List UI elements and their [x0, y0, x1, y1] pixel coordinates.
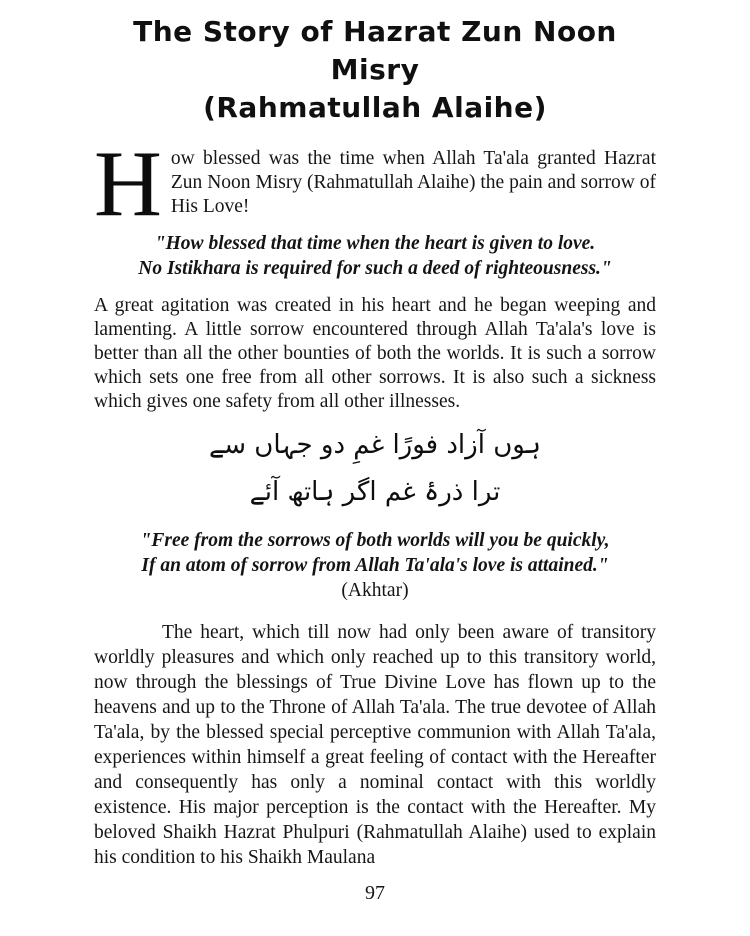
- paragraph-1: A great agitation was created in his heart and he began weeping and lamenting. A little sorrow encountered through Allah Ta'ala's love is better than all the other bounties of both the worlds. It is such a sorrow which sets one free from all other sorrows. It is also such a sickness which gives one safety from all other illnesses.: [94, 295, 656, 412]
- paragraph-2: The heart, which till now had only been aware of transitory worldly pleasures and which only reached up to this transitory world, now through the blessings of True Divine Love has flown up to the heavens and up to the Throne of Allah Ta'ala. The true devotee of Allah Ta'ala, by the blessed special perceptive communion with Allah Ta'ala, experiences within himself a great feeling of contact with the Hereafter and consequently has only a nominal contact with this worldly existence. His major perception is the contact with the Hereafter. My beloved Shaikh Hazrat Phulpuri (Rahmatullah Alaihe) used to explain his condition to his Shaikh Maulana: [94, 622, 656, 868]
- page-content: [94, 13, 656, 905]
- couplet-2-line-2: If an atom of sorrow from Allah Ta'ala's love is attained.": [141, 555, 609, 576]
- urdu-line-1: ہوں آزاد فورًا غمِ دو جہاں سے: [209, 430, 541, 460]
- couplet-1-line-1: "How blessed that time when the heart is given to love.: [154, 233, 596, 254]
- opening-text: ow blessed was the time when Allah Ta'ala granted Hazrat Zun Noon Misry (Rahmatullah Alaihe) the pain and sorrow of His Love!: [170, 148, 656, 217]
- opening-paragraph: [94, 132, 656, 236]
- page-title: [94, 13, 656, 127]
- title-line-2: (Rahmatullah Alaihe): [203, 91, 547, 124]
- page-number: 97: [365, 882, 385, 904]
- dropcap-letter: H: [94, 132, 162, 236]
- couplet-2-line-1: "Free from the sorrows of both worlds will you be quickly,: [140, 530, 610, 551]
- couplet-1-line-2: No Istikhara is required for such a deed of righteousness.": [138, 258, 612, 279]
- urdu-couplet: [94, 422, 656, 516]
- couplet-attribution: (Akhtar): [341, 580, 409, 601]
- title-line-1: The Story of Hazrat Zun Noon Misry: [133, 15, 617, 86]
- urdu-line-2: ترا ذرۂ غم اگر ہاتھ آئے: [249, 477, 501, 507]
- english-couplet-2: [94, 528, 656, 604]
- english-couplet-1: [94, 231, 656, 281]
